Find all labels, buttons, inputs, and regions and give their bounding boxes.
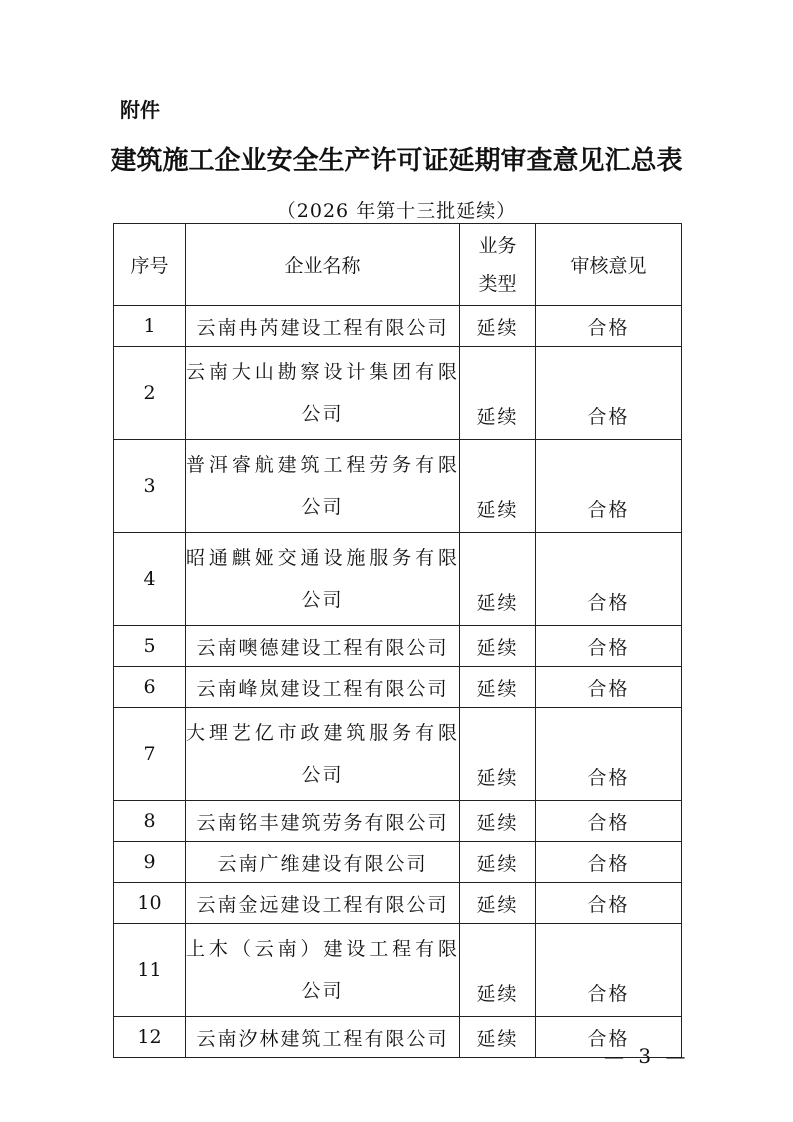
company-name-line1: 云南峰岚建设工程有限公司 (196, 677, 449, 700)
attachment-label: 附件 (120, 98, 160, 122)
table-row (114, 801, 682, 842)
row-business-type: 延续 (460, 883, 536, 924)
row-index: 11 (114, 924, 186, 1017)
row-business-type: 延续 (460, 842, 536, 883)
header-company: 企业名称 (186, 224, 460, 306)
company-name-line1: 大理艺亿市政建筑服务有限 (186, 722, 459, 744)
document-subtitle: （2026 年第十三批延续） (276, 200, 517, 222)
company-name-line1: 云南广维建设有限公司 (217, 852, 428, 875)
company-name-line1: 普洱睿航建筑工程劳务有限 (186, 454, 459, 476)
row-review-opinion: 合格 (536, 842, 682, 883)
row-review-opinion: 合格 (536, 667, 682, 708)
row-business-type: 延续 (460, 708, 536, 801)
row-company-name (186, 440, 460, 533)
row-index: 3 (114, 440, 186, 533)
row-review-opinion: 合格 (536, 347, 682, 440)
row-index: 4 (114, 533, 186, 626)
company-name-line2: 公司 (301, 496, 344, 518)
row-business-type: 延续 (460, 533, 536, 626)
table-header-row (114, 224, 682, 306)
table-row (114, 842, 682, 883)
header-type-line1: 业务 (478, 234, 517, 257)
table-row (114, 708, 682, 801)
row-company-name (186, 1017, 460, 1058)
row-business-type: 延续 (460, 347, 536, 440)
row-review-opinion: 合格 (536, 533, 682, 626)
row-company-name (186, 306, 460, 347)
company-name-line2: 公司 (301, 764, 344, 786)
row-business-type: 延续 (460, 626, 536, 667)
table-body (114, 306, 682, 1058)
row-review-opinion: 合格 (536, 883, 682, 924)
row-company-name (186, 883, 460, 924)
table-row (114, 667, 682, 708)
row-review-opinion: 合格 (536, 1017, 682, 1058)
table-row (114, 533, 682, 626)
row-index: 8 (114, 801, 186, 842)
company-name-line1: 云南冉芮建设工程有限公司 (196, 316, 449, 339)
document-title: 建筑施工企业安全生产许可证延期审查意见汇总表 (110, 146, 683, 176)
row-review-opinion: 合格 (536, 626, 682, 667)
header-opinion: 审核意见 (536, 224, 682, 306)
row-business-type: 延续 (460, 801, 536, 842)
row-company-name (186, 667, 460, 708)
row-index: 2 (114, 347, 186, 440)
row-index: 10 (114, 883, 186, 924)
header-type-line2: 类型 (478, 272, 517, 295)
table-row (114, 883, 682, 924)
company-name-line1: 昭通麒娅交通设施服务有限 (186, 547, 459, 569)
row-company-name (186, 708, 460, 801)
row-company-name (186, 626, 460, 667)
row-company-name (186, 924, 460, 1017)
row-business-type: 延续 (460, 440, 536, 533)
row-business-type: 延续 (460, 924, 536, 1017)
header-index: 序号 (114, 224, 186, 306)
row-company-name (186, 533, 460, 626)
table-row (114, 306, 682, 347)
row-business-type: 延续 (460, 306, 536, 347)
table-row (114, 440, 682, 533)
row-index: 1 (114, 306, 186, 347)
row-review-opinion: 合格 (536, 440, 682, 533)
row-company-name (186, 842, 460, 883)
company-name-line1: 云南汐林建筑工程有限公司 (196, 1027, 449, 1050)
company-name-line1: 云南大山勘察设计集团有限 (186, 361, 459, 383)
page-number: — 3 — (604, 1044, 690, 1068)
company-name-line1: 云南噢德建设工程有限公司 (196, 636, 449, 659)
row-index: 12 (114, 1017, 186, 1058)
row-company-name (186, 801, 460, 842)
company-name-line1: 云南铭丰建筑劳务有限公司 (196, 811, 449, 834)
table-row (114, 1017, 682, 1058)
row-index: 9 (114, 842, 186, 883)
row-review-opinion: 合格 (536, 801, 682, 842)
company-name-line1: 上木（云南）建设工程有限 (186, 938, 459, 960)
row-review-opinion: 合格 (536, 708, 682, 801)
table-row (114, 924, 682, 1017)
row-review-opinion: 合格 (536, 924, 682, 1017)
row-index: 6 (114, 667, 186, 708)
company-name-line2: 公司 (301, 403, 344, 425)
row-business-type: 延续 (460, 667, 536, 708)
company-name-line2: 公司 (301, 980, 344, 1002)
summary-table (113, 223, 682, 1058)
row-index: 5 (114, 626, 186, 667)
row-business-type: 延续 (460, 1017, 536, 1058)
row-review-opinion: 合格 (536, 306, 682, 347)
table-row (114, 347, 682, 440)
company-name-line1: 云南金远建设工程有限公司 (196, 893, 449, 916)
header-type (460, 224, 536, 306)
company-name-line2: 公司 (301, 589, 344, 611)
row-company-name (186, 347, 460, 440)
row-index: 7 (114, 708, 186, 801)
table-row (114, 626, 682, 667)
